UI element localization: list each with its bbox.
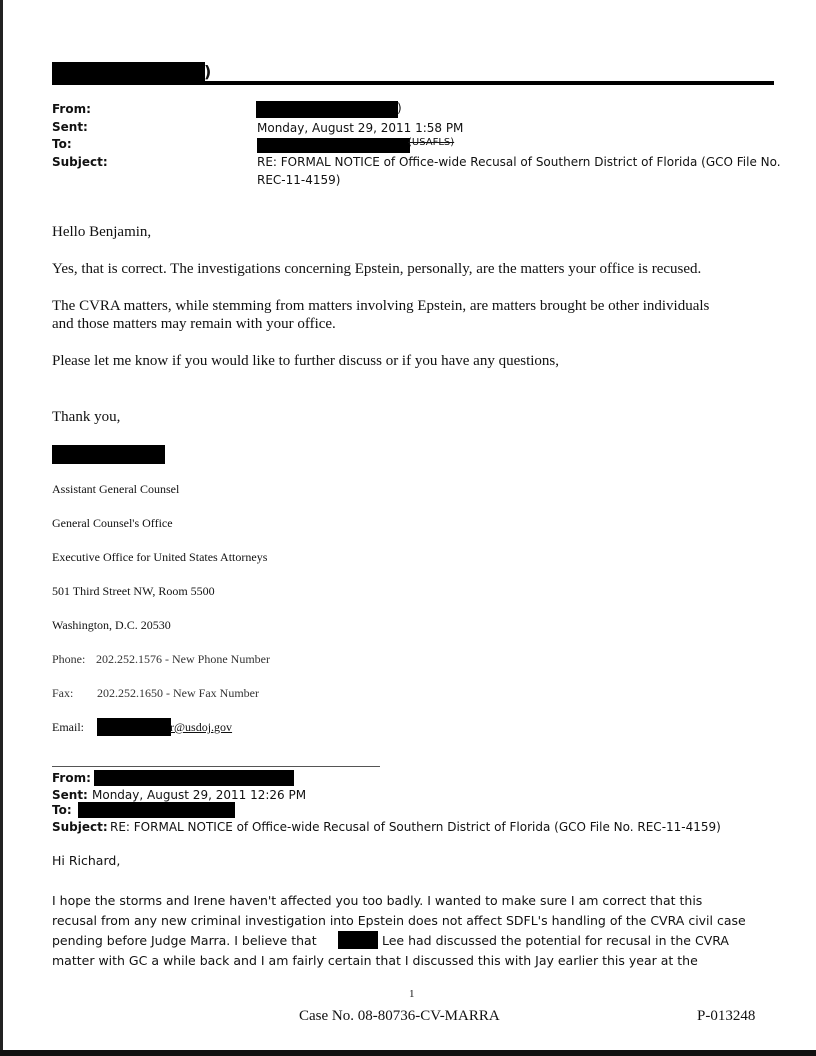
- redacted-from: [256, 101, 398, 118]
- redacted-signature-name: [52, 445, 165, 464]
- redacted-to: [257, 138, 410, 153]
- quoted-sent-value: Monday, August 29, 2011 12:26 PM: [92, 788, 307, 802]
- redacted-quoted-to: [78, 802, 235, 818]
- page-number: 1: [409, 988, 415, 1000]
- quoted-subject-value: RE: FORMAL NOTICE of Office-wide Recusal of Southern District of Florida (GCO File No. REC-11-4159): [110, 820, 721, 834]
- to-suffix: (USAFLS): [408, 137, 455, 148]
- quoted-line-3b: Lee had discussed the potential for recusal in the CVRA: [382, 933, 729, 948]
- from-suffix: ): [397, 101, 402, 115]
- quoted-line-3a: pending before Judge Marra. I believe that: [52, 933, 317, 948]
- signature-address: 501 Third Street NW, Room 5500: [52, 584, 215, 598]
- email-value[interactable]: r@usdoj.gov: [170, 720, 233, 734]
- signature-title: Assistant General Counsel: [52, 482, 180, 496]
- redacted-quoted-from: [94, 770, 294, 786]
- phone-label: Phone:: [52, 652, 86, 666]
- quoted-from-label: From:: [52, 771, 91, 785]
- signature-city: Washington, D.C. 20530: [52, 618, 171, 632]
- quoted-sent-label: Sent:: [52, 788, 88, 802]
- greeting: Hello Benjamin,: [52, 224, 152, 240]
- header-rule: [52, 81, 774, 85]
- sent-label: Sent:: [52, 120, 88, 134]
- signature-office: General Counsel's Office: [52, 516, 173, 530]
- quoted-line-2: recusal from any new criminal investigation into Epstein does not affect SDFL's handling of the CVRA civil case: [52, 913, 746, 928]
- paragraph-2-line-2: and those matters may remain with your office.: [52, 316, 336, 332]
- from-label: From:: [52, 102, 91, 116]
- subject-line-1: RE: FORMAL NOTICE of Office-wide Recusal of Southern District of Florida (GCO File No.: [257, 155, 781, 169]
- sent-value: Monday, August 29, 2011 1:58 PM: [257, 121, 464, 135]
- closing: Thank you,: [52, 409, 121, 425]
- redacted-email: [97, 718, 171, 736]
- fax-label: Fax:: [52, 686, 74, 700]
- phone-value: 202.252.1576 - New Phone Number: [96, 652, 270, 666]
- quoted-to-label: To:: [52, 803, 72, 817]
- quoted-line-4: matter with GC a while back and I am fairly certain that I discussed this with Jay earlier this year at the: [52, 953, 698, 968]
- case-number: Case No. 08-80736-CV-MARRA: [299, 1008, 500, 1024]
- quoted-line-1: I hope the storms and Irene haven't affected you too badly. I wanted to make sure I am correct that this: [52, 893, 703, 908]
- signature-agency: Executive Office for United States Attorneys: [52, 550, 268, 564]
- paragraph-2-line-1: The CVRA matters, while stemming from matters involving Epstein, are matters brought be other individuals: [52, 298, 710, 314]
- quoted-subject-label: Subject:: [52, 820, 108, 834]
- scan-left-edge: [0, 0, 3, 1056]
- subject-line-2: REC-11-4159): [257, 173, 341, 187]
- bates-number: P-013248: [697, 1008, 756, 1024]
- scan-bottom-edge: [0, 1050, 816, 1056]
- to-label: To:: [52, 137, 72, 151]
- email-label: Email:: [52, 720, 84, 734]
- sender-name-suffix: ): [204, 62, 212, 81]
- paragraph-1: Yes, that is correct. The investigations concerning Epstein, personally, are the matters your office is recused.: [52, 261, 702, 277]
- subject-label: Subject:: [52, 155, 108, 169]
- paragraph-3: Please let me know if you would like to further discuss or if you have any questions,: [52, 353, 559, 369]
- redacted-quoted-name: [338, 931, 378, 949]
- quoted-separator: [52, 766, 380, 767]
- quoted-greeting: Hi Richard,: [52, 853, 121, 868]
- fax-value: 202.252.1650 - New Fax Number: [97, 686, 259, 700]
